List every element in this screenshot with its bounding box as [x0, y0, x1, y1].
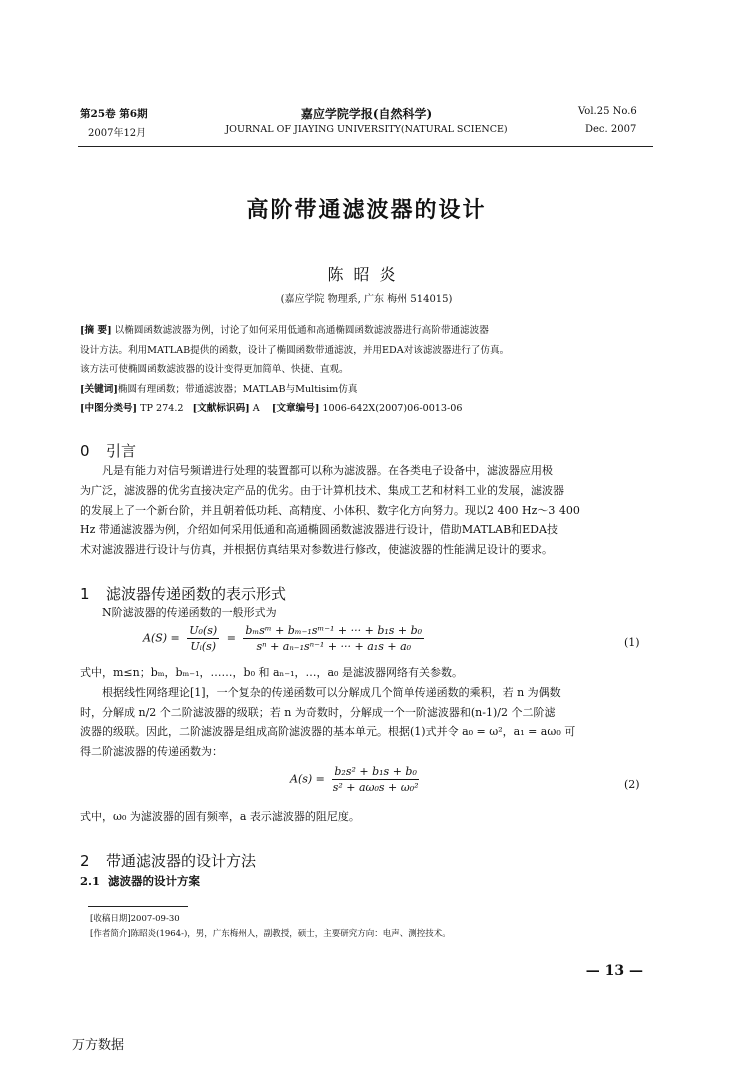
equation-2 [290, 765, 423, 794]
paragraph-line: 的发展上了一个新台阶，并且朝着低功耗、高精度、小体积、数字化方向努力。现以2 400 Hz～3 400 [80, 503, 580, 517]
subsection-title: 滤波器的设计方案 [108, 874, 201, 888]
author-info: [作者简介]陈昭炎(1964-)，男，广东梅州人，副教授，硕士，主要研究方向：电声、测控技术。 [90, 929, 451, 939]
section-0-heading [80, 440, 136, 461]
section-number: 1 [80, 585, 90, 603]
abstract-line: 以椭圆函数滤波器为例，讨论了如何采用低通和高通椭圆函数滤波器进行高阶带通滤波器 [114, 325, 489, 336]
author-affiliation: (嘉应学院 物理系, 广东 梅州 514015) [280, 294, 453, 305]
doc-code: A [252, 403, 260, 414]
volume-issue: 第25卷 第6期 [80, 108, 148, 120]
issue-date-en: Dec. 2007 [585, 124, 637, 135]
clc-code: TP 274.2 [140, 403, 184, 414]
eq1-denominator-2: sⁿ + aₙ₋₁sⁿ⁻¹ + ··· + a₁s + a₀ [256, 640, 412, 653]
clc-label: [中图分类号] [80, 403, 138, 414]
paragraph-line: 为广泛，滤波器的优劣直接决定产品的优劣。由于计算机技术、集成工艺和材料工业的发展，滤波器 [80, 483, 564, 497]
header-rule [78, 146, 653, 147]
eq2-lhs: A(s) = [290, 772, 325, 786]
eq2-denominator: s² + aω₀s + ω₀² [332, 781, 419, 794]
eq1-lhs: A(S) = [143, 631, 180, 645]
journal-title-en: JOURNAL OF JIAYING UNIVERSITY(NATURAL SCIENCE) [225, 124, 508, 135]
section-title: 带通滤波器的设计方法 [106, 852, 257, 870]
paragraph-line: 凡是有能力对信号频谱进行处理的装置都可以称为滤波器。在各类电子设备中，滤波器应用极 [102, 464, 553, 477]
eq1-numerator-1: U₀(s) [189, 624, 218, 637]
paragraph-line: 波器的级联。因此，二阶滤波器是组成高阶滤波器的基本单元。根据(1)式并令 a₀ = ω²，a₁ = aω₀ 可 [80, 725, 576, 739]
eq1-equals: = [226, 631, 236, 645]
eq2-explanation: 式中，ω₀ 为滤波器的固有频率，a 表示滤波器的阻尼度。 [80, 810, 360, 823]
footnotes [90, 912, 451, 942]
section-number: 0 [80, 442, 90, 460]
paragraph-line: 式中，m≤n；bₘ，bₘ₋₁，……，b₀ 和 aₙ₋₁，…，a₀ 是滤波器网络有关参数。 [80, 666, 463, 679]
eq2-fraction [332, 765, 418, 794]
abstract-label: [摘 要] [80, 325, 112, 336]
section-1-heading [80, 583, 286, 604]
equation-1 [143, 624, 428, 653]
keywords: 椭圆有理函数；带通滤波器；MATLAB与Multisim仿真 [117, 383, 358, 395]
paragraph-line: 术对滤波器进行设计与仿真，并根据仿真结果对参数进行修改，使滤波器的性能满足设计的要求。 [80, 543, 553, 557]
section-1-body [80, 663, 658, 762]
section-2-heading [80, 850, 256, 871]
received-date: [收稿日期]2007-09-30 [90, 914, 180, 924]
author-name: 陈昭炎 [327, 265, 406, 284]
eq1-fraction-2 [243, 624, 424, 653]
paragraph-line: 时，分解成 n/2 个二阶滤波器的级联；若 n 为奇数时，分解成一个一阶滤波器和(n-1)/2 个二阶滤 [80, 705, 556, 719]
abstract-line: 该方法可使椭圆函数滤波器的设计变得更加简单、快捷、直观。 [80, 364, 349, 375]
paragraph-line: 根据线性网络理论[1]，一个复杂的传递函数可以分解成几个简单传递函数的乘积，若 n 为偶数 [102, 685, 561, 699]
abstract-block [80, 321, 640, 419]
keywords-label: [关键词] [80, 383, 118, 395]
equation-1-number: (1) [624, 636, 640, 649]
section-0-body [80, 461, 658, 560]
paper-title: 高阶带通滤波器的设计 [246, 197, 487, 223]
subsection-2-1-heading [80, 873, 200, 889]
subsection-number: 2.1 [80, 874, 101, 888]
section-title: 引言 [106, 442, 137, 460]
issue-date: 2007年12月 [88, 128, 147, 139]
watermark: 万方数据 [72, 1038, 125, 1053]
eq1-numerator-2: bₘsᵐ + bₘ₋₁sᵐ⁻¹ + ··· + b₁s + b₀ [245, 624, 423, 637]
eq2-numerator: b₂s² + b₁s + b₀ [334, 765, 417, 778]
eq1-fraction-1 [187, 624, 219, 653]
section-1-intro: N阶滤波器的传递函数的一般形式为 [102, 606, 277, 619]
eq1-denominator-1: Uᵢ(s) [190, 640, 217, 653]
article-no: 1006-642X(2007)06-0013-06 [322, 403, 463, 414]
footnote-rule [88, 906, 188, 907]
paragraph-line: 得二阶滤波器的传递函数为： [80, 745, 223, 759]
doc-code-label: [文献标识码] [192, 403, 250, 414]
section-number: 2 [80, 852, 90, 870]
journal-title-cn: 嘉应学院学报(自然科学) [300, 107, 433, 121]
equation-2-number: (2) [624, 778, 640, 791]
paragraph-line: Hz 带通滤波器为例，介绍如何采用低通和高通椭圆函数滤波器进行设计，借助MATLAB和EDA技 [80, 523, 558, 537]
abstract-line: 设计方法。利用MATLAB提供的函数，设计了椭圆函数带通滤波，并用EDA对该滤波器进行了仿真。 [80, 344, 510, 356]
volume-issue-en: Vol.25 No.6 [578, 106, 637, 117]
page-number: — 13 — [585, 963, 643, 979]
article-no-label: [文章编号] [271, 403, 320, 414]
section-title: 滤波器传递函数的表示形式 [106, 585, 287, 603]
